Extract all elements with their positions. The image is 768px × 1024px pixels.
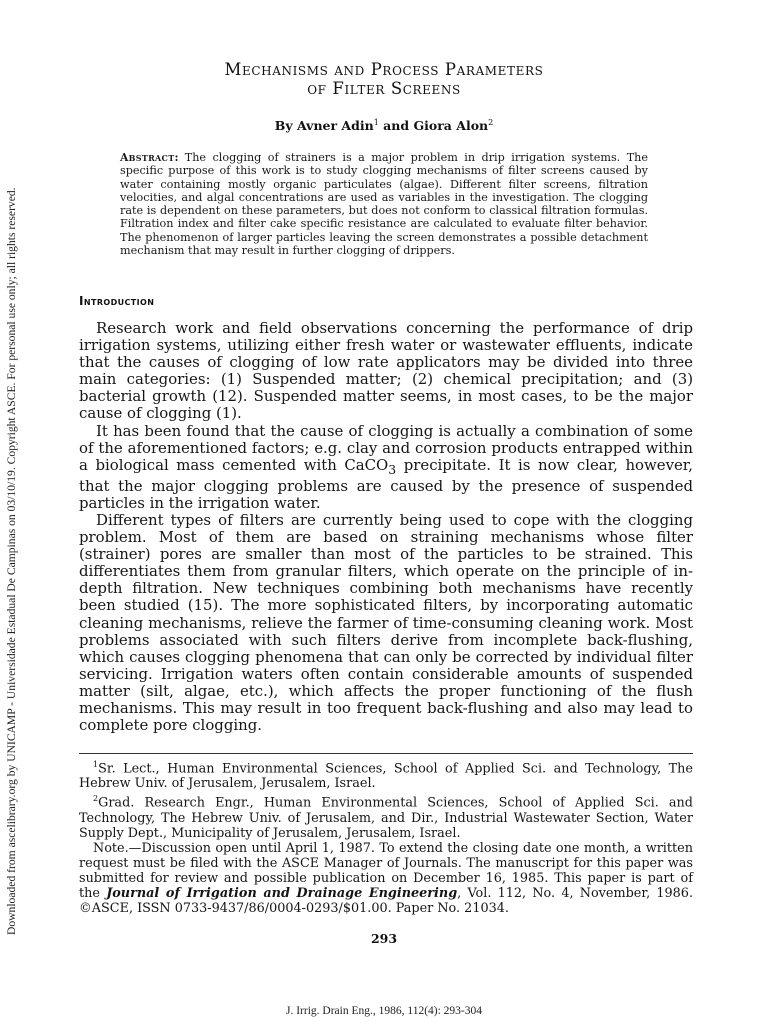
- author-connector: and: [383, 118, 410, 134]
- author-1: Avner Adin: [296, 118, 374, 134]
- footnote-divider: [79, 753, 693, 754]
- footnote-1-text: Sr. Lect., Human Environmental Sciences, School of Applied Sci. and Technology, The Hebrew Univ. of Jerusalem, Jerusalem, Israel.: [79, 761, 693, 792]
- paragraph-2-part-a: It has been found that the cause of clogging is actually a combination of some of the aforementioned factors; e.g. clay and corrosion products entrapped within a biological mass cemented with CaCO: [79, 421, 693, 474]
- paper-title-line-1: Mechanisms and Process Parameters: [224, 60, 544, 79]
- note-text-a: Note.—Discussion open until April 1, 1987. To extend the closing date one month, a written request must be filed with the ASCE Manager of Journals. The manuscript for this paper was submitted for review and possible publication on December 16, 1985. This paper is part of the: [79, 841, 693, 902]
- abstract: [120, 151, 648, 257]
- abstract-label: Abstract:: [120, 151, 179, 164]
- discussion-note: [79, 841, 693, 916]
- note-text-b: , Vol. 112, No. 4, November, 1986. ©ASCE, ISSN 0733-9437/86/0004-0293/$01.00. Paper No. 21034.: [79, 886, 694, 917]
- author-prefix: By: [274, 118, 293, 134]
- paragraph-2-subscript: 3: [388, 461, 397, 477]
- author-1-footnote-mark: 1: [373, 118, 379, 127]
- paper-title-line-2: of Filter Screens: [307, 79, 461, 98]
- paragraph-2-part-b: precipitate. It is now clear, however, that the major clogging problems are caused by the presence of suspended particles in the irrigation water.: [79, 455, 694, 512]
- footnote-2-mark: 2: [93, 794, 99, 804]
- citation-footer: J. Irrig. Drain Eng., 1986, 112(4): 293-304: [286, 1005, 482, 1017]
- footnote-2: [79, 791, 693, 841]
- download-watermark: [1, 95, 23, 935]
- author-2: Giora Alon: [413, 118, 489, 134]
- author-2-footnote-mark: 2: [488, 118, 494, 127]
- paragraph-2: [79, 423, 693, 512]
- footnote-1: [79, 757, 693, 791]
- page-number: 293: [370, 931, 398, 946]
- author-line: [0, 118, 768, 133]
- footnotes: [79, 757, 693, 916]
- abstract-text: The clogging of strainers is a major problem in drip irrigation systems. The specific purpose of this work is to study clogging mechanisms of filter screens caused by water containing mostly organic particulates (algae). Different filter screens, filtration velocities, and algal concentrations are used as variables in the investigation. The clogging rate is dependent on these parameters, but does not conform to classical filtration formulas. Filtration index and filter cake specific resistance are calculated to evaluate filter behavior. The phenomenon of larger particles leaving the screen demonstrates a possible detachment mechanism that may result in further clogging of drippers.: [120, 151, 648, 258]
- paragraph-1: Research work and field observations concerning the performance of drip irrigation systems, utilizing either fresh water or wastewater effluents, indicate that the causes of clogging of low rate applicators may be divided into three main categories: (1) Suspended matter; (2) chemical precipitation; and (3) bacterial growth (12). Suspended matter seems, in most cases, to be the major cause of clogging (1).: [79, 319, 693, 423]
- footnote-1-mark: 1: [93, 760, 99, 769]
- section-heading: Introduction: [79, 294, 155, 308]
- footnote-2-text: Grad. Research Engr., Human Environmental Sciences, School of Applied Sci. and Technology, The Hebrew Univ. of Jerusalem, and Dir., Industrial Wastewater Section, Water Supply Dept., Municipality of Jerusalem, Jerusalem, Israel.: [79, 795, 693, 841]
- download-watermark-text: Downloaded from ascelibrary.org by UNICAMP - Universidade Estadual De Campinas on 03/10/19. Copyright ASCE. For personal use only; all rights reserved.: [5, 187, 18, 935]
- journal-name: Journal of Irrigation and Drainage Engineering: [106, 886, 458, 902]
- body-text: [79, 320, 693, 734]
- paragraph-3: Different types of filters are currently being used to cope with the clogging problem. Most of them are based on straining mechanisms whose filter (strainer) pores are smaller than most of the particles to be strained. This differentiates them from granular filters, which operate on the principle of in-depth filtration. New techniques combining both mechanisms have recently been studied (15). The more sophisticated filters, by incorporating automatic cleaning mechanisms, relieve the farmer of time-consuming cleaning work. Most problems associated with such filters derive from incomplete back-flushing, which causes clogging phenomena that can only be corrected by individual filter servicing. Irrigation waters often contain considerable amounts of suspended matter (silt, algae, etc.), which affects the proper functioning of the flush mechanisms. This may result in too frequent back-flushing and also may lead to complete pore clogging.: [79, 511, 693, 735]
